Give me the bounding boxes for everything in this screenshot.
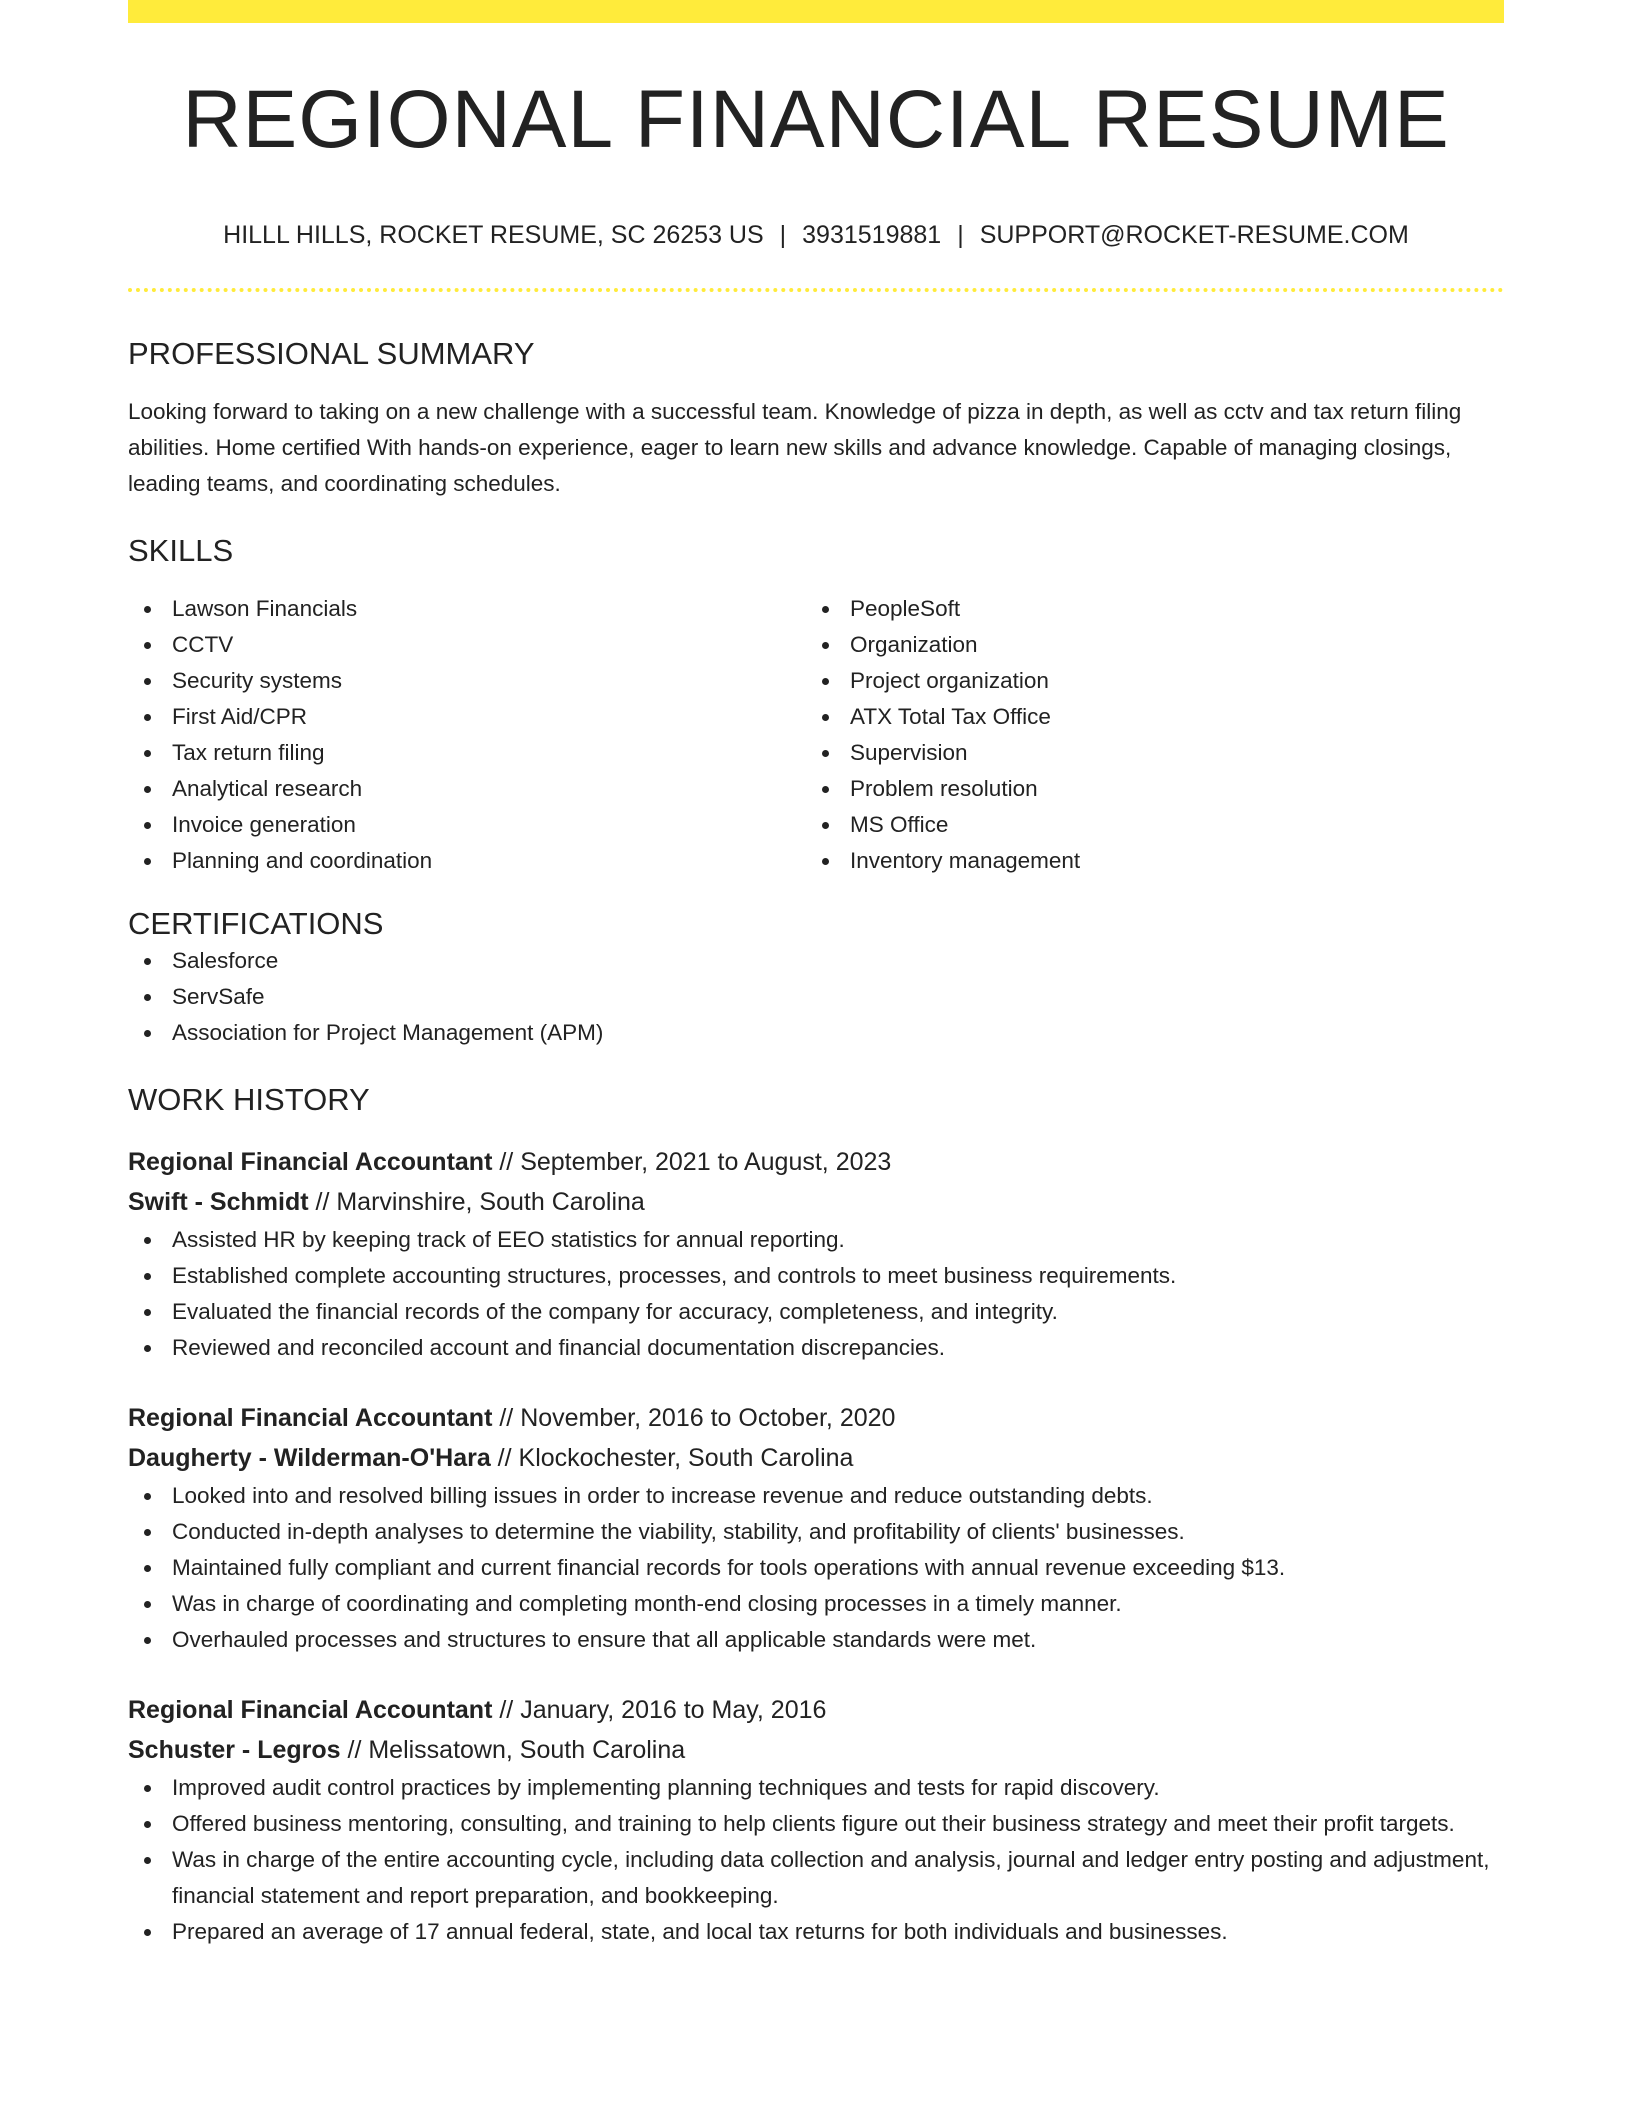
list-item-text: Prepared an average of 17 annual federal, state, and local tax returns for both individuals and businesses. [172, 1918, 1228, 1944]
job-title: Regional Financial Accountant [128, 1147, 493, 1176]
bullet-dot-icon [144, 1565, 151, 1572]
list-item-text: Conducted in-depth analyses to determine the viability, stability, and profitability of clients' businesses. [172, 1518, 1185, 1544]
job-duties-list [128, 1222, 1504, 1366]
list-item [806, 699, 1484, 735]
list-item-text: Maintained fully compliant and current financial records for tools operations with annual revenue exceeding $13. [172, 1554, 1286, 1580]
job-entry [128, 1398, 1504, 1658]
bullet-dot-icon [144, 994, 151, 1001]
list-item-text: Was in charge of coordinating and completing month-end closing processes in a timely manner. [172, 1590, 1122, 1616]
list-item-text: Invoice generation [172, 812, 356, 838]
list-item [128, 663, 806, 699]
list-item [128, 1258, 1504, 1294]
bullet-dot-icon [822, 822, 829, 829]
job-location: // Melissatown, South Carolina [340, 1735, 686, 1764]
top-accent-bar [128, 0, 1504, 23]
list-item-text: MS Office [850, 812, 949, 838]
list-item-text: Was in charge of the entire accounting cycle, including data collection and analysis, journal and ledger entry posting and adjustment, financial statement and report preparation, and bookkeeping. [172, 1846, 1490, 1908]
bullet-dot-icon [144, 1309, 151, 1316]
list-item-text: Lawson Financials [172, 596, 358, 622]
list-item-text: Analytical research [172, 776, 363, 802]
list-item [128, 1294, 1504, 1330]
job-company: Swift - Schmidt [128, 1187, 309, 1216]
certifications-list [128, 943, 1504, 1051]
skills-column-left [128, 591, 806, 879]
list-item [128, 1586, 1504, 1622]
summary-text: Looking forward to taking on a new challenge with a successful team. Knowledge of pizza in depth, as well as cctv and tax return filing abilities. Home certified With hands-on experience, eager to learn new skills and advance knowledge. Capable of managing closings, leading teams, and coordinating schedules. [128, 399, 1462, 497]
list-item [128, 627, 806, 663]
list-item-text: Established complete accounting structures, processes, and controls to meet business requirements. [172, 1262, 1177, 1288]
list-item [128, 843, 806, 879]
bullet-dot-icon [144, 1273, 151, 1280]
list-item-text: Evaluated the financial records of the company for accuracy, completeness, and integrity. [172, 1298, 1058, 1324]
list-item-text: Assisted HR by keeping track of EEO statistics for annual reporting. [172, 1226, 845, 1252]
list-item [128, 979, 1504, 1015]
bullet-dot-icon [144, 714, 151, 721]
job-title-line [128, 1142, 1504, 1182]
list-item [128, 591, 806, 627]
list-item-text: PeopleSoft [850, 596, 961, 622]
list-item-text: Improved audit control practices by implementing planning techniques and tests for rapid discovery. [172, 1774, 1160, 1800]
bullet-dot-icon [822, 714, 829, 721]
list-item-text: Association for Project Management (APM) [172, 1019, 604, 1045]
bullet-dot-icon [144, 1493, 151, 1500]
job-duties-list [128, 1770, 1504, 1950]
list-item-text: Inventory management [850, 848, 1081, 874]
job-entry [128, 1142, 1504, 1366]
skills-column-right [806, 591, 1484, 879]
job-company: Schuster - Legros [128, 1735, 341, 1764]
bullet-dot-icon [144, 858, 151, 865]
bullet-dot-icon [144, 1785, 151, 1792]
skills-heading: SKILLS [128, 533, 234, 569]
list-item-text: ATX Total Tax Office [850, 704, 1051, 730]
bullet-dot-icon [144, 750, 151, 757]
list-item [128, 1806, 1504, 1842]
bullet-dot-icon [144, 642, 151, 649]
list-item [806, 735, 1484, 771]
job-company-line [128, 1438, 1504, 1478]
list-item [806, 663, 1484, 699]
summary-heading: PROFESSIONAL SUMMARY [128, 336, 535, 371]
list-item [806, 771, 1484, 807]
list-item-text: Reviewed and reconciled account and financial documentation discrepancies. [172, 1334, 945, 1360]
contact-line [128, 221, 1504, 250]
contact-separator: | [779, 221, 787, 249]
list-item-text: Looked into and resolved billing issues in order to increase revenue and reduce outstanding debts. [172, 1482, 1153, 1508]
bullet-dot-icon [822, 642, 829, 649]
list-item [128, 1222, 1504, 1258]
bullet-dot-icon [144, 822, 151, 829]
bullet-dot-icon [144, 1821, 151, 1828]
work-history-heading: WORK HISTORY [128, 1081, 370, 1117]
bullet-dot-icon [144, 1529, 151, 1536]
job-title: Regional Financial Accountant [128, 1403, 493, 1432]
list-item [128, 807, 806, 843]
contact-phone: 3931519881 [802, 221, 942, 249]
list-item [128, 1622, 1504, 1658]
list-item [128, 1842, 1504, 1914]
bullet-dot-icon [144, 958, 151, 965]
bullet-dot-icon [144, 1929, 151, 1936]
job-title-line [128, 1398, 1504, 1438]
bullet-dot-icon [144, 678, 151, 685]
list-item [128, 1015, 1504, 1051]
job-duties-list [128, 1478, 1504, 1658]
list-item-text: Tax return filing [172, 740, 325, 766]
job-location: // Klockochester, South Carolina [490, 1443, 854, 1472]
bullet-dot-icon [144, 1237, 151, 1244]
job-dates: // September, 2021 to August, 2023 [492, 1147, 892, 1176]
job-title-line [128, 1690, 1504, 1730]
bullet-dot-icon [822, 606, 829, 613]
list-item-text: Project organization [850, 668, 1049, 694]
bullet-dot-icon [144, 1857, 151, 1864]
bullet-dot-icon [822, 786, 829, 793]
bullet-dot-icon [144, 1637, 151, 1644]
list-item-text: ServSafe [172, 983, 265, 1009]
list-item-text: CCTV [172, 632, 234, 658]
list-item [128, 1330, 1504, 1366]
list-item [128, 771, 806, 807]
list-item [806, 807, 1484, 843]
bullet-dot-icon [144, 1601, 151, 1608]
job-company-line [128, 1182, 1504, 1222]
job-company: Daugherty - Wilderman-O'Hara [128, 1443, 491, 1472]
contact-email[interactable]: SUPPORT@ROCKET-RESUME.COM [979, 221, 1409, 249]
job-dates: // January, 2016 to May, 2016 [492, 1695, 827, 1724]
bullet-dot-icon [822, 678, 829, 685]
contact-address: HILLL HILLS, ROCKET RESUME, SC 26253 US [223, 221, 764, 249]
skills-list-left [128, 591, 806, 879]
bullet-dot-icon [822, 858, 829, 865]
list-item-text: Organization [850, 632, 978, 658]
list-item [128, 735, 806, 771]
list-item [128, 1914, 1504, 1950]
resume-page [128, 0, 1504, 1950]
list-item-text: Supervision [850, 740, 968, 766]
list-item-text: Security systems [172, 668, 343, 694]
list-item [128, 1770, 1504, 1806]
bullet-dot-icon [144, 786, 151, 793]
skills-list-right [806, 591, 1484, 879]
job-title: Regional Financial Accountant [128, 1695, 493, 1724]
list-item-text: Planning and coordination [172, 848, 433, 874]
list-item [128, 699, 806, 735]
list-item [806, 627, 1484, 663]
dotted-divider [128, 288, 1504, 292]
list-item-text: Problem resolution [850, 776, 1038, 802]
list-item [128, 1514, 1504, 1550]
list-item [806, 591, 1484, 627]
job-location: // Marvinshire, South Carolina [308, 1187, 645, 1216]
list-item-text: Overhauled processes and structures to ensure that all applicable standards were met. [172, 1626, 1037, 1652]
contact-separator: | [957, 221, 964, 249]
bullet-dot-icon [822, 750, 829, 757]
bullet-dot-icon [144, 606, 151, 613]
list-item [128, 1478, 1504, 1514]
list-item [128, 943, 1504, 979]
list-item-text: First Aid/CPR [172, 704, 308, 730]
bullet-dot-icon [144, 1345, 151, 1352]
job-entry [128, 1690, 1504, 1950]
list-item [128, 1550, 1504, 1586]
job-dates: // November, 2016 to October, 2020 [492, 1403, 896, 1432]
list-item-text: Offered business mentoring, consulting, and training to help clients figure out their business strategy and meet their profit targets. [172, 1810, 1455, 1836]
list-item-text: Salesforce [172, 947, 279, 973]
resume-name: REGIONAL FINANCIAL RESUME [182, 74, 1450, 165]
skills-grid [128, 591, 1504, 879]
certifications-heading: CERTIFICATIONS [128, 906, 384, 942]
list-item [806, 843, 1484, 879]
bullet-dot-icon [144, 1030, 151, 1037]
job-company-line [128, 1730, 1504, 1770]
